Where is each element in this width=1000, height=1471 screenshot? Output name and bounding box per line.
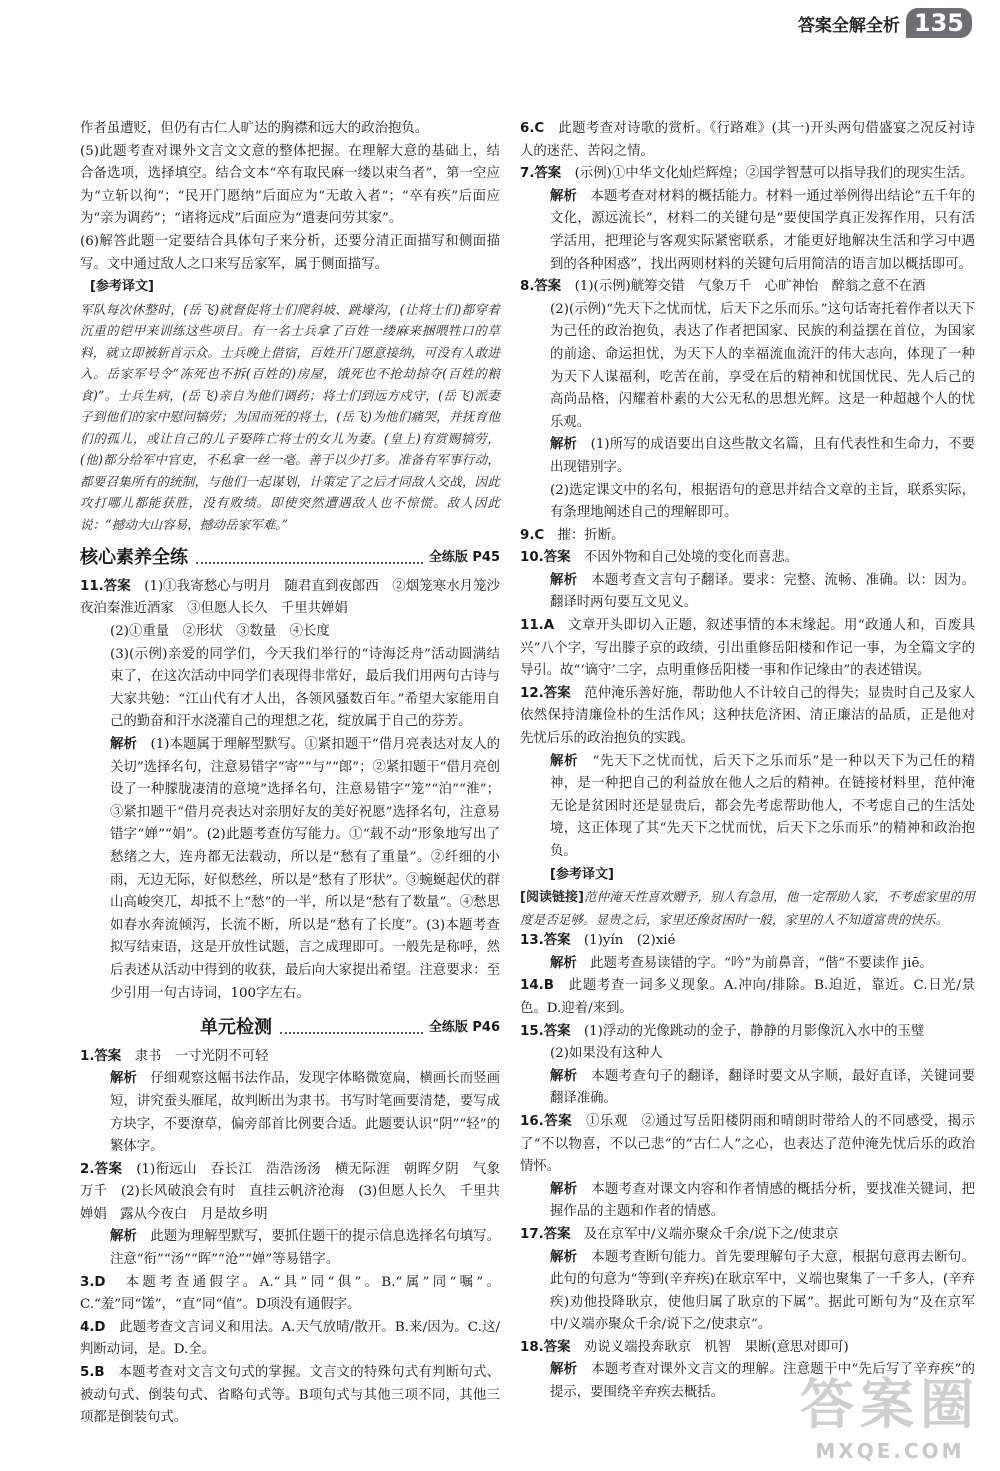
analysis-text: 本题考查句子的翻译，翻译时要文从字顺，最好直译，关键词要翻译准确。 — [550, 1068, 976, 1107]
question-number: 18.答案 — [520, 1339, 571, 1355]
analysis-label: 解析 — [550, 188, 577, 204]
answer-text: 本题考查通假字。A.“具”同“俱”。B.“属”同“嘱”。C.“羞”同“馐”，“直”同“值”。D项没有通假字。 — [80, 1274, 501, 1313]
analysis-text: 本题考查对课文内容和作者情感的概括分析，要找准关键词，把握作品的主题和作者的情感。 — [550, 1181, 976, 1220]
analysis-label: 解析 — [550, 753, 579, 769]
answer-item — [80, 576, 514, 621]
page-header — [798, 4, 972, 42]
analysis-label: 解析 — [550, 437, 578, 453]
analysis-item — [520, 434, 975, 479]
answer-text: 此题考查对诗歌的赏析。《行路难》(其一)开头两句借盛宴之况反衬诗人的迷茫、苦闷之情。 — [520, 121, 976, 159]
analysis-item — [520, 1066, 975, 1111]
analysis-label: 解析 — [550, 572, 578, 588]
answer-item — [80, 1317, 500, 1362]
reference-translation: 军队每次休整时，(岳飞)就督促将士们爬斜坡、跳壕沟，(让将士们)都穿着沉重的铠甲来训练这些项目。有一名士兵拿了百姓一缕麻来捆喂牲口的草料，就立即被斩首示众。士兵晚上借宿，百姓开门愿意接纳，可没有人敢进入。岳家军号令“冻死也不拆(百姓的)房屋，饿死也不抢劫掠夺(百姓的粮食)”。士兵生病，(岳飞)亲自为他们调药；将士们到远方戍守，(岳飞)派妻子到他们的家中慰问犒劳；为国而死的将士，(岳飞)为他们痛哭，并抚育他们的孤儿，或让自己的儿子娶阵亡将士的女儿为妻。(皇上)有赏赐犒劳，(他)都分给军中官吏，不私拿一丝一毫。善于以少打多。准备有军事行动，都要召集所有的统制，与他们一起谋划，计策定了之后才同敌人交战，因此攻打哪儿都能获胜，没有败绩。即使突然遭遇敌人也不惊慌。敌人因此说：“撼动大山容易，撼动岳家军难。” — [80, 301, 500, 532]
analysis-item — [80, 734, 500, 1005]
section-page-ref: 全练版 P45 — [428, 550, 500, 566]
analysis-text: (2)选定课文中的名句，根据语句的意思并结合文章的主旨，联系实际，有条理地阐述自己的理解即可。 — [550, 482, 975, 521]
analysis-text: 仔细观察这幅书法作品，发现字体略微宽扁，横画长而竖画短，讲究蚕头雁尾，故判断出为隶书。书写时笔画要清楚，要写成方块字，不要潦草，偏旁部首比例要合适。此题要认识“阴”“轻”的繁体字。 — [110, 1071, 501, 1155]
analysis-item — [520, 1247, 975, 1337]
answer-item — [520, 163, 975, 186]
reading-link-text: 范仲淹天性喜欢赠予，别人有急用，他一定帮助人家，不考虑家里的用度是否足够。显贵之后，家里还像贫困时一般，家里的人不知道富贵的快乐。 — [520, 889, 975, 927]
analysis-item — [520, 1179, 975, 1224]
section-page-ref: 全练版 P46 — [428, 1020, 500, 1036]
analysis-label: 解析 — [110, 1071, 137, 1087]
watermark-url: MXQE.COM — [815, 1439, 965, 1463]
answer-item — [80, 1362, 500, 1430]
answer-item — [520, 525, 975, 548]
answer-text: (1)yín (2)xié — [583, 933, 676, 949]
question-number: 14.B — [520, 978, 554, 994]
answer-item — [520, 547, 975, 570]
answer-text: 此题考查文言词义和用法。A.天气放晴/散开。B.来/因为。C.这/判断动词，是。D.全。 — [80, 1319, 500, 1358]
answer-item — [520, 930, 975, 953]
answer-item — [520, 276, 975, 299]
question-number: 2.答案 — [80, 1161, 123, 1177]
analysis-label: 解析 — [110, 1229, 137, 1245]
answer-text: 文章开头即切入正题，叙述事情的本末缘起。用“政通人和，百废具兴”八个字，写出滕子京的政绩，引出重修岳阳楼和作记一事，为全篇文字的导引。故“‘谪守’二字，点明重修岳阳楼一事和作记缘由”的表述错误。 — [520, 618, 976, 679]
watermark-logo-text: 答案圈 — [800, 1373, 980, 1436]
analysis-text: 本题考查对课外文言文的理解。注意题干中“先后写了辛弃疾”的提示，要围绕辛弃疾去概括。 — [550, 1362, 975, 1401]
answer-text: (1)①我寄愁心与明月 随君直到夜郎西 ②烟笼寒水月笼沙 夜泊秦淮近酒家 ③但愿人长久 千里共婵娟 — [80, 578, 514, 617]
answer-item — [520, 975, 975, 1020]
analysis-text: (1)所写的成语要出自这些散文名篇，且有代表性和生命力，不要出现错别字。 — [550, 437, 976, 475]
answer-item — [80, 1046, 500, 1069]
analysis-item — [520, 570, 975, 615]
analysis-label: 解析 — [110, 737, 137, 752]
section-heading-unit-test — [80, 1017, 500, 1040]
answer-text: 摧：折断。 — [557, 527, 625, 543]
analysis-text: (1)本题属于理解型默写。①紧扣题干“借月亮表达对友人的关切”选择名句，注意易错字“寄”“与”“郎”；②紧扣题干“借月亮创设了一种朦胧凄清的意境”选择名句，注意易错字“笼”“泊”“淮”；③紧扣题干“借月亮表达对亲朋好友的美好祝愿”选择名句，注意易错字“婵”“娟”。(2)此题考查仿写能力。①“载不动”形象地写出了愁绪之大，连舟都无法载动，所以是“愁有了重量”。②纤细的小雨，无边无际，好似愁丝，所以是“愁有了形状”。③蜿蜒起伏的群山高峻突兀，却抵不上“愁”的一半，所以是“愁有了数量”。④愁思如春水奔流倾泻，长流不断，所以是“愁有了长度”。(3)本题考查拟写结束语，这是开放性试题，言之成理即可。一般先是称呼，然后表述从活动中得到的收获，最后向大家提出希望。注意要求：至少引用一句古诗词，100字左右。 — [110, 737, 501, 1001]
analysis-label: 解析 — [550, 1362, 578, 1378]
site-watermark — [800, 1362, 980, 1463]
section-heading-core — [80, 547, 500, 570]
question-number: 5.B — [80, 1365, 105, 1381]
analysis-text: 本题考查文言句子翻译。要求：完整、流畅、准确。以：因为。翻译时两句要互文见义。 — [550, 572, 976, 611]
question-number: 1.答案 — [80, 1048, 122, 1064]
question-number: 12.答案 — [520, 685, 571, 701]
question-number: 15.答案 — [520, 1023, 571, 1039]
answer-text: (1)衔远山 吞长江 浩浩汤汤 横无际涯 朝晖夕阴 气象万千 (2)长风破浪会有时 直挂云帆济沧海 (3)但愿人长久 千里共婵娟 露从今夜白 月是故乡明 — [80, 1161, 501, 1222]
question-number: 9.C — [520, 527, 545, 543]
section-divider — [280, 1032, 423, 1034]
right-column — [520, 118, 975, 1405]
question-number: 6.C — [520, 121, 545, 136]
page-number-badge: 135 — [906, 8, 972, 38]
analysis-label: 解析 — [550, 1249, 578, 1265]
analysis-label: 解析 — [550, 1181, 578, 1197]
answer-item — [520, 683, 975, 751]
question-number: 13.答案 — [520, 933, 571, 949]
section-title: 单元检测 — [200, 1017, 272, 1039]
text-paragraph: 作者虽遭贬，但仍有古仁人旷达的胸襟和远大的政治抱负。 — [80, 121, 429, 136]
analysis-text: 本题考查对材料的概括能力。材料一通过举例得出结论“五千年的文化，源远流长”，材料二的关键句是“要使国学真正发挥作用，只有活学活用，把理论与客观实际紧密联系，才能更好地解决生活和学习中遇到的各种困惑”，找出两则材料的关键句后用简洁的语言加以概括即可。 — [550, 188, 976, 272]
answer-item — [520, 118, 975, 163]
question-number: 3.D — [80, 1274, 106, 1290]
answer-text: 不因外物和自己处境的变化而喜悲。 — [583, 550, 799, 566]
analysis-item — [520, 953, 975, 976]
reading-link-item — [520, 886, 975, 930]
text-paragraph: (6)解答此题一定要结合具体句子来分析，还要分清正面描写和侧面描写。文中通过敌人之口来写岳家军，属于侧面描写。 — [80, 233, 500, 272]
question-number: 16.答案 — [520, 1113, 573, 1129]
analysis-item — [520, 186, 975, 276]
analysis-text: 此题考查易读错的字。“吟”为前鼻音，“偕”不要读作 jiē。 — [590, 955, 933, 971]
section-divider — [196, 562, 423, 564]
question-number: 11.A — [520, 618, 555, 634]
question-number: 10.答案 — [520, 550, 571, 566]
text-paragraph: (5)此题考查对课外文言文文意的整体把握。在理解大意的基础上，结合备选项，选择填空。结合文本“卒有取民麻一缕以束刍者”，第一空应为“立斩以徇”；“民开门愿纳”后面应为“无敢入者”；“卒有疾”后面应为“亲为调药”；“诸将远戍”后面应为“遣妻问劳其家”。 — [80, 143, 500, 227]
section-title: 核心素养全练 — [80, 547, 188, 569]
reading-link-label: [阅读链接] — [520, 890, 584, 906]
answer-item — [520, 1021, 975, 1044]
question-number: 11.答案 — [80, 578, 131, 594]
answer-text: ①乐观 ②通过写岳阳楼阴雨和晴朗时带给人的不同感受，揭示了“不以物喜，不以己悲”的“古仁人”之心，也表达了范仲淹先忧后乐的政治情怀。 — [520, 1113, 976, 1175]
question-number: 17.答案 — [520, 1226, 571, 1242]
analysis-item — [80, 1068, 500, 1158]
answer-text: (2)如果没有这种人 — [550, 1046, 663, 1062]
answer-text: 隶书 一寸光阴不可轻 — [134, 1048, 269, 1064]
analysis-text: 此题为理解型默写，要抓住题干的提示信息选择名句填写。注意“衔”“汤”“晖”“沧”“婵”等易错字。 — [110, 1229, 501, 1268]
answer-item — [520, 1337, 975, 1360]
answer-text: 范仲淹乐善好施，帮助他人不计较自己的得失；显贵时自己及家人依然保持清廉俭朴的生活作风；这种扶危济困、清正廉洁的品质，正是他对先忧后乐的政治抱负的实践。 — [520, 685, 975, 747]
analysis-item — [80, 1226, 500, 1271]
answer-text: 劝说义端投奔耿京 机智 果断(意思对即可) — [583, 1339, 849, 1355]
answer-item — [520, 615, 975, 683]
answer-text: (2)①重量 ②形状 ③数量 ④长度 — [110, 624, 330, 640]
answer-text: (示例)①中华文化灿烂辉煌；②国学智慧可以指导我们的现实生活。 — [574, 166, 974, 182]
answer-item — [520, 1111, 975, 1179]
answer-text: (1)(示例)觥筹交错 气象万千 心旷神怡 醉翁之意不在酒 — [574, 279, 926, 295]
answer-item — [520, 1224, 975, 1247]
answer-item — [80, 1159, 500, 1227]
reference-translation-title: [参考译文] — [550, 866, 614, 882]
answer-text: (2)(示例)“先天下之忧而忧，后天下之乐而乐。”这句话寄托着作者以天下为己任的政治抱负，表达了作者把国家、民族的利益摆在首位，为国家的前途、命运担忧，为天下人的幸福流血流汗的伟大志向，体现了一种为天下人谋福利，吃苦在前，享受在后的精神和忧国忧民、先人后己的高尚品格，闪耀着朴素的大公无私的思想光辉。这是一种超越个人的忧乐观。 — [550, 301, 975, 430]
answer-text: (3)(示例)亲爱的同学们，今天我们举行的“诗海泛舟”活动圆满结束了，在这次活动中同学们表现得非常好，最后我们用两句古诗与大家共勉：“江山代有才人出，各领风骚数百年。”希望大家能用自己的勤奋和汗水浇灌自己的理想之花，绽放属于自己的芬芳。 — [110, 646, 500, 730]
answer-text: 本题考查对文言文句式的掌握。文言文的特殊句式有判断句式、被动句式、倒装句式、省略句式等。B项句式与其他三项不同，其他三项都是倒装句式。 — [80, 1365, 501, 1426]
reference-translation-title: [参考译文] — [90, 279, 154, 295]
answer-text: (1)浮动的光像跳动的金子，静静的月影像沉入水中的玉璧 — [583, 1023, 925, 1039]
analysis-label: 解析 — [550, 1068, 578, 1084]
question-number: 8.答案 — [520, 279, 562, 295]
analysis-text: “先天下之忧而忧，后天下之乐而乐”是一种以天下为己任的精神，是一种把自己的利益放在他人之后的精神。在链接材料里，范仲淹无论是贫困时还是显贵后，都会先考虑帮助他人，不考虑自己的生活处境，这正体现了其“先天下之忧而忧，后天下之乐而乐”的精神和政治抱负。 — [550, 753, 975, 859]
analysis-text: 本题考查断句能力。首先要理解句子大意，根据句意再去断句。此句的句意为“等到(辛弃疾)在耿京军中，义端也聚集了一千多人，(辛弃疾)劝他投降耿京，使他归属了耿京的下属”。据此可断句为“及在京军中/义端亦聚众千余/说下之/使隶京”。 — [550, 1249, 976, 1333]
analysis-label: 解析 — [550, 955, 577, 971]
analysis-item — [520, 751, 975, 864]
answer-item — [80, 1272, 500, 1317]
answer-text: 此题考查一词多义现象。A.冲向/排除。B.迫近，靠近。C.日光/景色。D.迎着/来到。 — [520, 978, 976, 1016]
question-number: 4.D — [80, 1319, 106, 1335]
question-number: 7.答案 — [520, 166, 562, 182]
header-title: 答案全解全析 — [797, 15, 900, 36]
answer-text: 及在京军中/义端亦聚众千余/说下之/使隶京 — [583, 1226, 839, 1242]
left-column — [80, 118, 514, 1430]
